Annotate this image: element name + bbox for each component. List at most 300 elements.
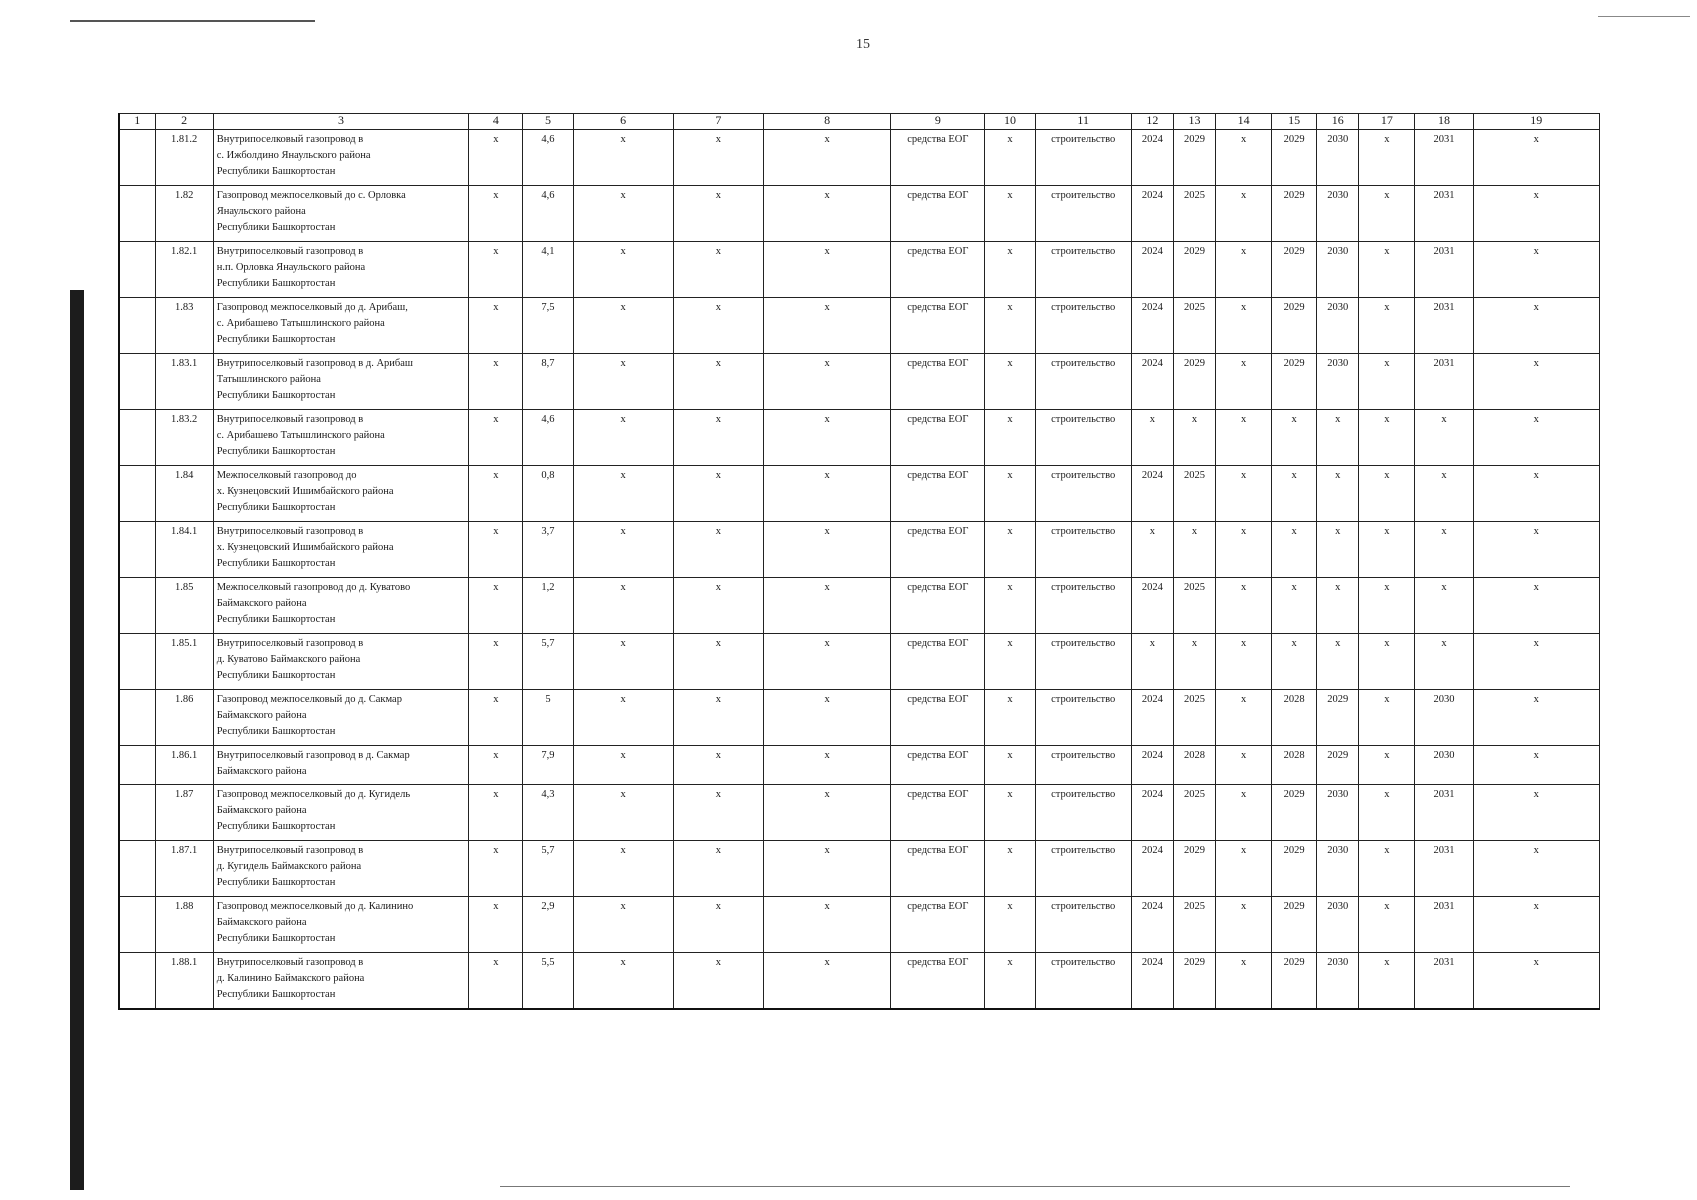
table-cell-col-16: х bbox=[1317, 410, 1359, 466]
table-cell-col-15: 2029 bbox=[1272, 897, 1317, 953]
table-cell-col-18: х bbox=[1415, 578, 1473, 634]
table-cell-col-9: средства ЕОГ bbox=[891, 298, 985, 354]
table-cell-col-18: х bbox=[1415, 522, 1473, 578]
table-cell-col-11: строительство bbox=[1035, 841, 1131, 897]
table-cell-col-15: 2029 bbox=[1272, 785, 1317, 841]
table-cell-col-15: х bbox=[1272, 634, 1317, 690]
table-row bbox=[119, 242, 1600, 298]
table-cell-col-8: х bbox=[763, 298, 890, 354]
table-cell-col-9: средства ЕОГ bbox=[891, 466, 985, 522]
table-cell-col-12: 2024 bbox=[1131, 690, 1173, 746]
table-cell-col-19: х bbox=[1473, 522, 1599, 578]
table-cell-col-17: х bbox=[1359, 298, 1415, 354]
table-cell-col-19: х bbox=[1473, 298, 1599, 354]
table-cell-col-13: 2025 bbox=[1173, 466, 1215, 522]
table-cell-col-7: х bbox=[673, 897, 763, 953]
table-cell-col-9: средства ЕОГ bbox=[891, 130, 985, 186]
object-name-cell: Межпоселковый газопровод до х. Кузнецовский Ишимбайского района Республики Башкортостан bbox=[213, 466, 469, 522]
table-cell-col-6: х bbox=[573, 578, 673, 634]
object-name-cell: Внутрипоселковый газопровод в д. Арибаш Татышлинского района Республики Башкортостан bbox=[213, 354, 469, 410]
table-cell-col-7: х bbox=[673, 841, 763, 897]
table-cell-col-15: 2029 bbox=[1272, 242, 1317, 298]
table-cell-col-16: 2030 bbox=[1317, 242, 1359, 298]
table-cell-col-5: 4,6 bbox=[523, 130, 573, 186]
table-cell-col-13: 2028 bbox=[1173, 746, 1215, 785]
object-name-cell: Внутрипоселковый газопровод в д. Куватово Баймакского района Республики Башкортостан bbox=[213, 634, 469, 690]
column-header-15: 15 bbox=[1272, 114, 1317, 130]
row-number-cell: 1.81.2 bbox=[155, 130, 213, 186]
table-cell-col-14: х bbox=[1216, 746, 1272, 785]
table-cell-col-6: х bbox=[573, 634, 673, 690]
table-cell-col-5: 5,5 bbox=[523, 953, 573, 1010]
table-cell-col-1 bbox=[119, 186, 155, 242]
row-number-cell: 1.86 bbox=[155, 690, 213, 746]
table-cell-col-19: х bbox=[1473, 578, 1599, 634]
table-cell-col-5: 4,1 bbox=[523, 242, 573, 298]
table-cell-col-5: 7,9 bbox=[523, 746, 573, 785]
row-number-cell: 1.84 bbox=[155, 466, 213, 522]
table-cell-col-5: 3,7 bbox=[523, 522, 573, 578]
table-cell-col-4: х bbox=[469, 466, 523, 522]
column-header-8: 8 bbox=[763, 114, 890, 130]
table-cell-col-9: средства ЕОГ bbox=[891, 953, 985, 1010]
table-cell-col-11: строительство bbox=[1035, 130, 1131, 186]
column-header-2: 2 bbox=[155, 114, 213, 130]
table-cell-col-19: х bbox=[1473, 410, 1599, 466]
table-cell-col-12: 2024 bbox=[1131, 841, 1173, 897]
table-row bbox=[119, 466, 1600, 522]
row-number-cell: 1.82.1 bbox=[155, 242, 213, 298]
table-cell-col-14: х bbox=[1216, 578, 1272, 634]
table-cell-col-14: х bbox=[1216, 785, 1272, 841]
table-cell-col-10: х bbox=[985, 746, 1035, 785]
table-cell-col-13: х bbox=[1173, 410, 1215, 466]
table-cell-col-9: средства ЕОГ bbox=[891, 354, 985, 410]
table-cell-col-16: 2030 bbox=[1317, 897, 1359, 953]
column-header-1: 1 bbox=[119, 114, 155, 130]
table-cell-col-5: 4,6 bbox=[523, 186, 573, 242]
table-cell-col-12: 2024 bbox=[1131, 298, 1173, 354]
table-cell-col-10: х bbox=[985, 897, 1035, 953]
table-cell-col-12: 2024 bbox=[1131, 466, 1173, 522]
table-cell-col-13: 2029 bbox=[1173, 242, 1215, 298]
table-row bbox=[119, 634, 1600, 690]
table-cell-col-15: х bbox=[1272, 578, 1317, 634]
column-header-12: 12 bbox=[1131, 114, 1173, 130]
object-name-cell: Внутрипоселковый газопровод в с. Ижболдино Янаульского района Республики Башкортостан bbox=[213, 130, 469, 186]
gas-pipeline-table bbox=[118, 113, 1600, 1010]
table-row bbox=[119, 578, 1600, 634]
table-cell-col-14: х bbox=[1216, 953, 1272, 1010]
table-cell-col-9: средства ЕОГ bbox=[891, 785, 985, 841]
table-cell-col-17: х bbox=[1359, 466, 1415, 522]
table-cell-col-4: х bbox=[469, 130, 523, 186]
table-cell-col-18: 2031 bbox=[1415, 953, 1473, 1010]
row-number-cell: 1.85.1 bbox=[155, 634, 213, 690]
table-cell-col-18: 2031 bbox=[1415, 242, 1473, 298]
table-cell-col-4: х bbox=[469, 746, 523, 785]
table-row bbox=[119, 298, 1600, 354]
table-cell-col-17: х bbox=[1359, 522, 1415, 578]
column-header-13: 13 bbox=[1173, 114, 1215, 130]
table-cell-col-4: х bbox=[469, 690, 523, 746]
table-cell-col-9: средства ЕОГ bbox=[891, 690, 985, 746]
table-cell-col-15: х bbox=[1272, 466, 1317, 522]
row-number-cell: 1.86.1 bbox=[155, 746, 213, 785]
scan-artifact-top-right bbox=[1598, 16, 1690, 17]
object-name-cell: Межпоселковый газопровод до д. Куватово Баймакского района Республики Башкортостан bbox=[213, 578, 469, 634]
table-cell-col-13: х bbox=[1173, 634, 1215, 690]
table-cell-col-4: х bbox=[469, 897, 523, 953]
scan-artifact-top-left bbox=[70, 20, 315, 22]
table-cell-col-16: х bbox=[1317, 466, 1359, 522]
table-cell-col-6: х bbox=[573, 354, 673, 410]
table-cell-col-19: х bbox=[1473, 466, 1599, 522]
table-row bbox=[119, 897, 1600, 953]
object-name-cell: Внутрипоселковый газопровод в д. Кугидель Баймакского района Республики Башкортостан bbox=[213, 841, 469, 897]
table-cell-col-7: х bbox=[673, 242, 763, 298]
table-cell-col-10: х bbox=[985, 522, 1035, 578]
table-cell-col-9: средства ЕОГ bbox=[891, 841, 985, 897]
table-cell-col-11: строительство bbox=[1035, 953, 1131, 1010]
table-row bbox=[119, 953, 1600, 1010]
table-cell-col-7: х bbox=[673, 186, 763, 242]
table-cell-col-18: х bbox=[1415, 410, 1473, 466]
table-cell-col-18: 2031 bbox=[1415, 897, 1473, 953]
table-cell-col-14: х bbox=[1216, 298, 1272, 354]
table-cell-col-8: х bbox=[763, 186, 890, 242]
table-body bbox=[119, 130, 1600, 1010]
table-cell-col-6: х bbox=[573, 298, 673, 354]
column-header-5: 5 bbox=[523, 114, 573, 130]
table-cell-col-6: х bbox=[573, 186, 673, 242]
table-cell-col-18: х bbox=[1415, 634, 1473, 690]
table-cell-col-1 bbox=[119, 410, 155, 466]
table-cell-col-10: х bbox=[985, 785, 1035, 841]
table-cell-col-1 bbox=[119, 841, 155, 897]
table-cell-col-15: 2029 bbox=[1272, 953, 1317, 1010]
table-cell-col-8: х bbox=[763, 634, 890, 690]
table-cell-col-19: х bbox=[1473, 746, 1599, 785]
table-cell-col-19: х bbox=[1473, 634, 1599, 690]
column-header-11: 11 bbox=[1035, 114, 1131, 130]
table-cell-col-1 bbox=[119, 466, 155, 522]
table-cell-col-6: х bbox=[573, 690, 673, 746]
table-cell-col-6: х bbox=[573, 466, 673, 522]
scan-artifact-bottom bbox=[500, 1186, 1570, 1187]
table-cell-col-19: х bbox=[1473, 897, 1599, 953]
table-cell-col-12: 2024 bbox=[1131, 242, 1173, 298]
table-cell-col-11: строительство bbox=[1035, 186, 1131, 242]
row-number-cell: 1.88.1 bbox=[155, 953, 213, 1010]
page-number: 15 bbox=[856, 37, 870, 52]
table-cell-col-5: 5,7 bbox=[523, 841, 573, 897]
table-cell-col-12: х bbox=[1131, 634, 1173, 690]
table-cell-col-10: х bbox=[985, 186, 1035, 242]
table-cell-col-12: 2024 bbox=[1131, 186, 1173, 242]
table-cell-col-8: х bbox=[763, 841, 890, 897]
table-cell-col-16: 2030 bbox=[1317, 130, 1359, 186]
table-cell-col-10: х bbox=[985, 578, 1035, 634]
table-cell-col-18: 2031 bbox=[1415, 298, 1473, 354]
table-row bbox=[119, 130, 1600, 186]
table-cell-col-17: х bbox=[1359, 841, 1415, 897]
table-cell-col-1 bbox=[119, 690, 155, 746]
table-cell-col-6: х bbox=[573, 841, 673, 897]
table-row bbox=[119, 186, 1600, 242]
table-cell-col-7: х bbox=[673, 410, 763, 466]
table-cell-col-8: х bbox=[763, 690, 890, 746]
column-header-4: 4 bbox=[469, 114, 523, 130]
table-cell-col-10: х bbox=[985, 953, 1035, 1010]
row-number-cell: 1.88 bbox=[155, 897, 213, 953]
table-cell-col-19: х bbox=[1473, 354, 1599, 410]
table-cell-col-4: х bbox=[469, 410, 523, 466]
table-cell-col-15: 2029 bbox=[1272, 130, 1317, 186]
table-cell-col-11: строительство bbox=[1035, 634, 1131, 690]
column-header-17: 17 bbox=[1359, 114, 1415, 130]
table-cell-col-18: 2031 bbox=[1415, 186, 1473, 242]
table-cell-col-4: х bbox=[469, 578, 523, 634]
table-cell-col-8: х bbox=[763, 578, 890, 634]
table-cell-col-13: 2029 bbox=[1173, 130, 1215, 186]
table-cell-col-16: 2029 bbox=[1317, 690, 1359, 746]
table-cell-col-15: 2029 bbox=[1272, 186, 1317, 242]
table-cell-col-8: х bbox=[763, 897, 890, 953]
table-cell-col-18: 2031 bbox=[1415, 130, 1473, 186]
table-cell-col-11: строительство bbox=[1035, 785, 1131, 841]
table-cell-col-6: х bbox=[573, 242, 673, 298]
table-cell-col-9: средства ЕОГ bbox=[891, 746, 985, 785]
object-name-cell: Внутрипоселковый газопровод в н.п. Орловка Янаульского района Республики Башкортостан bbox=[213, 242, 469, 298]
table-cell-col-17: х bbox=[1359, 690, 1415, 746]
table-cell-col-13: 2025 bbox=[1173, 578, 1215, 634]
table-cell-col-17: х bbox=[1359, 186, 1415, 242]
table-cell-col-14: х bbox=[1216, 466, 1272, 522]
table-cell-col-1 bbox=[119, 578, 155, 634]
object-name-cell: Внутрипоселковый газопровод в с. Арибашево Татышлинского района Республики Башкортостан bbox=[213, 410, 469, 466]
table-cell-col-11: строительство bbox=[1035, 690, 1131, 746]
row-number-cell: 1.87.1 bbox=[155, 841, 213, 897]
table-cell-col-13: 2025 bbox=[1173, 785, 1215, 841]
table-cell-col-4: х bbox=[469, 354, 523, 410]
table-cell-col-9: средства ЕОГ bbox=[891, 897, 985, 953]
table-cell-col-12: 2024 bbox=[1131, 785, 1173, 841]
table-cell-col-14: х bbox=[1216, 634, 1272, 690]
object-name-cell: Внутрипоселковый газопровод в х. Кузнецовский Ишимбайского района Республики Башкортостан bbox=[213, 522, 469, 578]
object-name-cell: Газопровод межпоселковый до д. Сакмар Баймакского района Республики Башкортостан bbox=[213, 690, 469, 746]
table-cell-col-10: х bbox=[985, 242, 1035, 298]
table-cell-col-11: строительство bbox=[1035, 410, 1131, 466]
scan-artifact-left-bar bbox=[70, 290, 84, 1190]
row-number-cell: 1.87 bbox=[155, 785, 213, 841]
object-name-cell: Газопровод межпоселковый до д. Кугидель Баймакского района Республики Башкортостан bbox=[213, 785, 469, 841]
table-row bbox=[119, 522, 1600, 578]
table-cell-col-12: 2024 bbox=[1131, 953, 1173, 1010]
table-cell-col-12: 2024 bbox=[1131, 130, 1173, 186]
table-cell-col-1 bbox=[119, 634, 155, 690]
table-cell-col-17: х bbox=[1359, 410, 1415, 466]
table-cell-col-1 bbox=[119, 785, 155, 841]
table-cell-col-16: х bbox=[1317, 578, 1359, 634]
table-cell-col-5: 4,6 bbox=[523, 410, 573, 466]
column-header-3: 3 bbox=[213, 114, 469, 130]
table-cell-col-9: средства ЕОГ bbox=[891, 634, 985, 690]
table-row bbox=[119, 690, 1600, 746]
table-cell-col-13: 2029 bbox=[1173, 953, 1215, 1010]
column-header-14: 14 bbox=[1216, 114, 1272, 130]
column-header-10: 10 bbox=[985, 114, 1035, 130]
table-cell-col-17: х bbox=[1359, 953, 1415, 1010]
table-cell-col-15: 2028 bbox=[1272, 746, 1317, 785]
table-cell-col-15: 2029 bbox=[1272, 298, 1317, 354]
table-cell-col-12: 2024 bbox=[1131, 354, 1173, 410]
table-cell-col-7: х bbox=[673, 466, 763, 522]
table-cell-col-18: х bbox=[1415, 466, 1473, 522]
table-cell-col-17: х bbox=[1359, 354, 1415, 410]
table-cell-col-17: х bbox=[1359, 634, 1415, 690]
table-cell-col-5: 5,7 bbox=[523, 634, 573, 690]
table-cell-col-8: х bbox=[763, 242, 890, 298]
table-cell-col-19: х bbox=[1473, 130, 1599, 186]
table-cell-col-7: х bbox=[673, 354, 763, 410]
table-cell-col-18: 2031 bbox=[1415, 841, 1473, 897]
table-cell-col-4: х bbox=[469, 298, 523, 354]
table-cell-col-4: х bbox=[469, 242, 523, 298]
table-cell-col-6: х bbox=[573, 953, 673, 1010]
table-cell-col-5: 1,2 bbox=[523, 578, 573, 634]
table-cell-col-11: строительство bbox=[1035, 354, 1131, 410]
table-cell-col-16: 2029 bbox=[1317, 746, 1359, 785]
table-cell-col-5: 2,9 bbox=[523, 897, 573, 953]
table-cell-col-13: 2029 bbox=[1173, 354, 1215, 410]
table-cell-col-14: х bbox=[1216, 522, 1272, 578]
table-cell-col-4: х bbox=[469, 785, 523, 841]
table-cell-col-8: х bbox=[763, 953, 890, 1010]
table-row bbox=[119, 410, 1600, 466]
table-cell-col-16: 2030 bbox=[1317, 841, 1359, 897]
table-cell-col-11: строительство bbox=[1035, 466, 1131, 522]
table-cell-col-10: х bbox=[985, 841, 1035, 897]
table-cell-col-18: 2031 bbox=[1415, 354, 1473, 410]
table-cell-col-7: х bbox=[673, 690, 763, 746]
object-name-cell: Газопровод межпоселковый до д. Арибаш, с. Арибашево Татышлинского района Республики Башкортостан bbox=[213, 298, 469, 354]
table-cell-col-10: х bbox=[985, 690, 1035, 746]
table-cell-col-7: х bbox=[673, 522, 763, 578]
table-cell-col-7: х bbox=[673, 298, 763, 354]
table-cell-col-13: 2025 bbox=[1173, 298, 1215, 354]
table-cell-col-19: х bbox=[1473, 242, 1599, 298]
table-cell-col-5: 4,3 bbox=[523, 785, 573, 841]
table-cell-col-6: х bbox=[573, 746, 673, 785]
table-cell-col-12: 2024 bbox=[1131, 897, 1173, 953]
table-cell-col-4: х bbox=[469, 953, 523, 1010]
table-cell-col-15: 2029 bbox=[1272, 354, 1317, 410]
table-cell-col-9: средства ЕОГ bbox=[891, 522, 985, 578]
table-cell-col-9: средства ЕОГ bbox=[891, 578, 985, 634]
object-name-cell: Газопровод межпоселковый до с. Орловка Янаульского района Республики Башкортостан bbox=[213, 186, 469, 242]
table-cell-col-16: 2030 bbox=[1317, 298, 1359, 354]
table-cell-col-10: х bbox=[985, 130, 1035, 186]
table-cell-col-14: х bbox=[1216, 130, 1272, 186]
row-number-cell: 1.82 bbox=[155, 186, 213, 242]
table-cell-col-14: х bbox=[1216, 690, 1272, 746]
table-cell-col-11: строительство bbox=[1035, 746, 1131, 785]
table-cell-col-18: 2030 bbox=[1415, 746, 1473, 785]
column-header-6: 6 bbox=[573, 114, 673, 130]
table-cell-col-16: х bbox=[1317, 522, 1359, 578]
table-cell-col-4: х bbox=[469, 522, 523, 578]
table-cell-col-1 bbox=[119, 242, 155, 298]
table-cell-col-10: х bbox=[985, 298, 1035, 354]
table-cell-col-12: 2024 bbox=[1131, 746, 1173, 785]
table-cell-col-13: 2025 bbox=[1173, 690, 1215, 746]
table-row bbox=[119, 746, 1600, 785]
table-cell-col-17: х bbox=[1359, 578, 1415, 634]
table-cell-col-5: 0,8 bbox=[523, 466, 573, 522]
table-cell-col-18: 2030 bbox=[1415, 690, 1473, 746]
table-cell-col-12: 2024 bbox=[1131, 578, 1173, 634]
table-cell-col-5: 7,5 bbox=[523, 298, 573, 354]
table-cell-col-14: х bbox=[1216, 897, 1272, 953]
table-cell-col-1 bbox=[119, 298, 155, 354]
table-cell-col-11: строительство bbox=[1035, 897, 1131, 953]
table-row bbox=[119, 354, 1600, 410]
row-number-cell: 1.83.2 bbox=[155, 410, 213, 466]
object-name-cell: Внутрипоселковый газопровод в д. Калинино Баймакского района Республики Башкортостан bbox=[213, 953, 469, 1010]
table-cell-col-9: средства ЕОГ bbox=[891, 242, 985, 298]
table-row bbox=[119, 785, 1600, 841]
table-cell-col-6: х bbox=[573, 130, 673, 186]
table-cell-col-9: средства ЕОГ bbox=[891, 410, 985, 466]
table-cell-col-14: х bbox=[1216, 841, 1272, 897]
table-cell-col-14: х bbox=[1216, 186, 1272, 242]
column-header-9: 9 bbox=[891, 114, 985, 130]
table-cell-col-10: х bbox=[985, 354, 1035, 410]
table-cell-col-17: х bbox=[1359, 130, 1415, 186]
table-cell-col-16: 2030 bbox=[1317, 785, 1359, 841]
table-cell-col-16: 2030 bbox=[1317, 354, 1359, 410]
table-cell-col-16: 2030 bbox=[1317, 186, 1359, 242]
table-cell-col-7: х bbox=[673, 746, 763, 785]
table-cell-col-11: строительство bbox=[1035, 578, 1131, 634]
table-cell-col-13: 2029 bbox=[1173, 841, 1215, 897]
table-cell-col-5: 5 bbox=[523, 690, 573, 746]
table-cell-col-1 bbox=[119, 953, 155, 1010]
table-cell-col-17: х bbox=[1359, 897, 1415, 953]
table-cell-col-17: х bbox=[1359, 746, 1415, 785]
table-cell-col-10: х bbox=[985, 410, 1035, 466]
table-cell-col-16: 2030 bbox=[1317, 953, 1359, 1010]
table-cell-col-6: х bbox=[573, 897, 673, 953]
table-cell-col-15: х bbox=[1272, 522, 1317, 578]
table-cell-col-17: х bbox=[1359, 242, 1415, 298]
table-cell-col-8: х bbox=[763, 410, 890, 466]
table-cell-col-10: х bbox=[985, 634, 1035, 690]
column-header-19: 19 bbox=[1473, 114, 1599, 130]
table-cell-col-14: х bbox=[1216, 410, 1272, 466]
table-cell-col-13: 2025 bbox=[1173, 897, 1215, 953]
table-cell-col-1 bbox=[119, 897, 155, 953]
table-cell-col-5: 8,7 bbox=[523, 354, 573, 410]
table-cell-col-7: х bbox=[673, 785, 763, 841]
table-cell-col-1 bbox=[119, 130, 155, 186]
row-number-cell: 1.83 bbox=[155, 298, 213, 354]
table-cell-col-7: х bbox=[673, 578, 763, 634]
table-cell-col-4: х bbox=[469, 634, 523, 690]
table-cell-col-1 bbox=[119, 522, 155, 578]
row-number-cell: 1.83.1 bbox=[155, 354, 213, 410]
